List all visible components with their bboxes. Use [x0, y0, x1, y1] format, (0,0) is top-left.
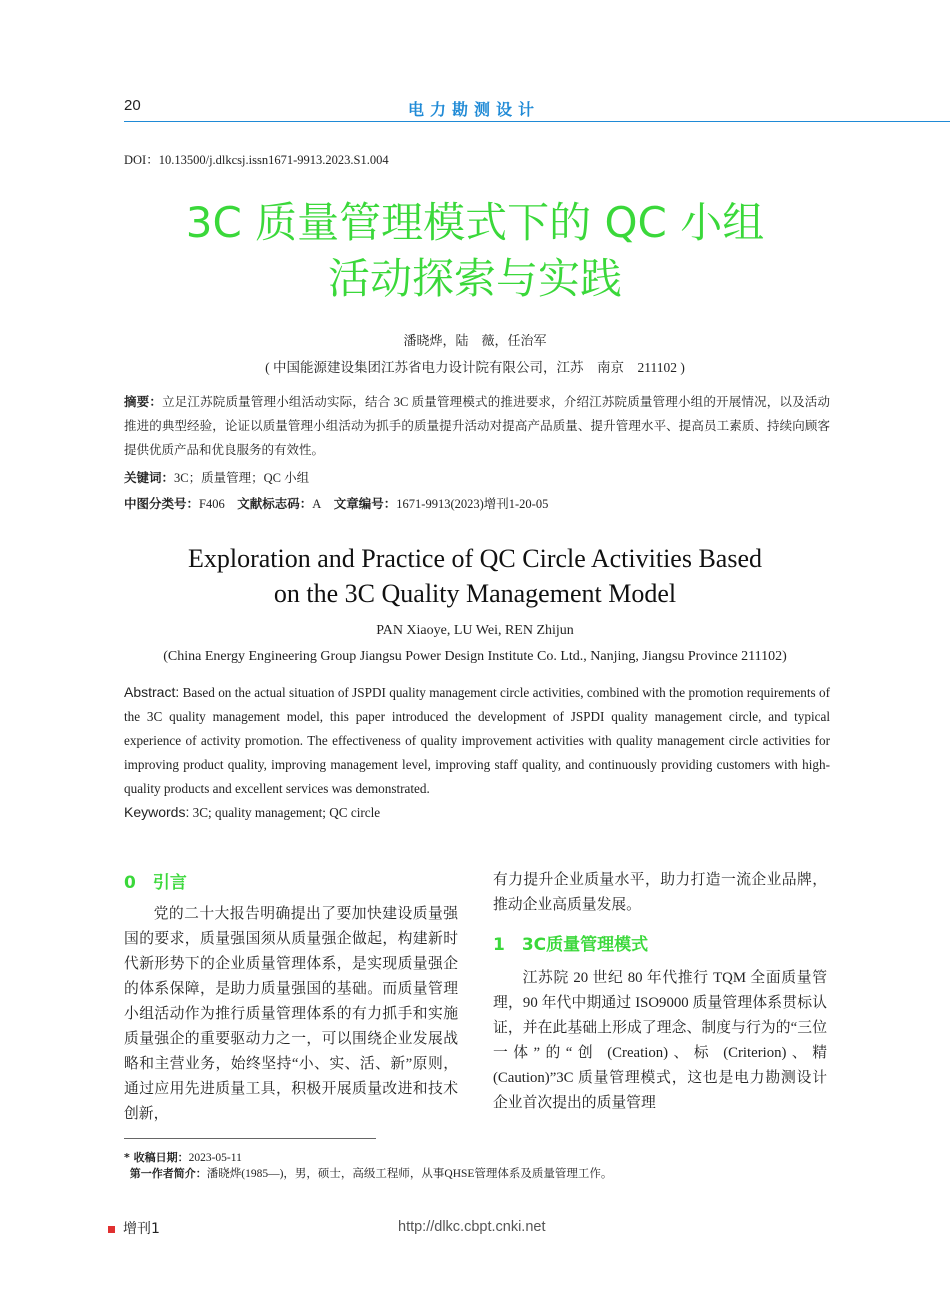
- section-0-heading: 0 引言: [124, 873, 187, 893]
- section-0-body: [124, 902, 458, 1127]
- section-1-body: [493, 966, 827, 1116]
- author-bio-label: 第一作者简介：: [129, 1167, 207, 1180]
- right-column-continuation: [493, 868, 827, 918]
- received-label: * 收稿日期：: [124, 1151, 189, 1164]
- author-bio: 潘晓烨(1985—)，男，硕士，高级工程师，从事QHSE管理体系及质量管理工作。: [206, 1168, 613, 1180]
- english-title-line-2: on the 3C Quality Management Model: [273, 579, 677, 608]
- chinese-affiliation: ( 中国能源建设集团江苏省电力设计院有限公司，江苏 南京 211102 ): [265, 360, 685, 375]
- header-rule: [124, 121, 950, 122]
- footer-marker-square: [108, 1226, 115, 1233]
- english-abstract-text: Based on the actual situation of JSPDI quality management circle activities, combined with the promotion requirements of the 3C quality management model, this paper introduced the development of JSPDI quality management circle, and typical experience of activity promotion. The effectiveness of quality improvement activities with quality management circle activities for improving product quality, improving management level, improving staff quality, and continuously providing customers with high-quality products and excellent services was demonstrated.: [124, 685, 830, 796]
- doc-code-label: 文献标志码：: [237, 496, 313, 511]
- english-abstract: [124, 680, 830, 801]
- clc-label: 中图分类号：: [124, 496, 200, 511]
- english-keywords-label: Keywords:: [124, 804, 190, 820]
- continuation-paragraph: 有力提升企业质量水平，助力打造一流企业品牌，推动企业高质量发展。: [493, 872, 827, 913]
- footnote-rule: [124, 1138, 376, 1139]
- classification-line: [124, 492, 830, 516]
- chinese-keywords: [124, 466, 830, 490]
- article-no-label: 文章编号：: [333, 496, 397, 511]
- footnote-author: [124, 1166, 612, 1182]
- english-affiliation: (China Energy Engineering Group Jiangsu Power Design Institute Co. Ltd., Nanjing, Jiangsu Province 211102): [163, 649, 787, 664]
- chinese-keywords-text: 3C；质量管理；QC 小组: [174, 471, 310, 485]
- section-1-heading: 1 3C质量管理模式: [493, 935, 649, 955]
- english-keywords-text: 3C; quality management; QC circle: [192, 805, 381, 820]
- english-title-line-1: Exploration and Practice of QC Circle Activities Based: [187, 544, 763, 573]
- clc-value: F406: [199, 497, 225, 511]
- doi: DOI：10.13500/j.dlkcsj.issn1671-9913.2023.S1.004: [124, 153, 389, 167]
- chinese-abstract-label: 摘要：: [124, 394, 163, 409]
- issue-label: 增刊1: [123, 1221, 160, 1237]
- chinese-keywords-label: 关键词：: [124, 470, 175, 485]
- chinese-abstract: [124, 390, 830, 462]
- chinese-title-line-1: 3C 质量管理模式下的 QC 小组: [185, 198, 765, 247]
- english-keywords: [124, 800, 830, 825]
- section-1-paragraph: 江苏院 20 世纪 80 年代推行 TQM 全面质量管理，90 年代中期通过 ISO9000 质量管理体系贯标认证，并在此基础上形成了理念、制度与行为的“三位一体”的“创 (Creation)、标 (Criterion)、精 (Caution)”3C 质量管理模式，这也是电力勘测设计企业首次提出的质量管理: [493, 970, 827, 1111]
- received-date: 2023-05-11: [188, 1152, 242, 1164]
- english-authors: PAN Xiaoye, LU Wei, REN Zhijun: [376, 623, 574, 638]
- journal-name: 电力勘测设计: [408, 100, 541, 119]
- chinese-abstract-text: 立足江苏院质量管理小组活动实际，结合 3C 质量管理模式的推进要求，介绍江苏院质量管理小组的开展情况，以及活动推进的典型经验，论证以质量管理小组活动为抓手的质量提升活动对提高产品质量、提升管理水平、提高员工素质、持续向顾客提供优质产品和优良服务的有效性。: [124, 395, 830, 457]
- doc-code-value: A: [312, 497, 322, 511]
- page-number: 20: [124, 97, 141, 114]
- footnote-received: [124, 1150, 242, 1166]
- chinese-title-line-2: 活动探索与实践: [327, 254, 622, 303]
- article-no-value: 1671-9913(2023)增刊1-20-05: [396, 497, 549, 511]
- english-abstract-label: Abstract:: [124, 684, 180, 700]
- journal-url[interactable]: http://dlkc.cbpt.cnki.net: [398, 1219, 546, 1235]
- chinese-authors: 潘晓烨，陆 薇，任治军: [403, 333, 547, 348]
- section-0-paragraph: 党的二十大报告明确提出了要加快建设质量强国的要求，质量强国须从质量强企做起，构建新时代新形势下的企业质量管理体系，是实现质量强企的体系保障，是助力质量强国的基础。而质量管理小组活动作为推行质量管理体系的有力抓手和实施质量强企的重要驱动力之一，可以围绕企业发展战略和主营业务，始终坚持“小、实、活、新”原则，通过应用先进质量工具，积极开展质量改进和技术创新，: [124, 906, 458, 1122]
